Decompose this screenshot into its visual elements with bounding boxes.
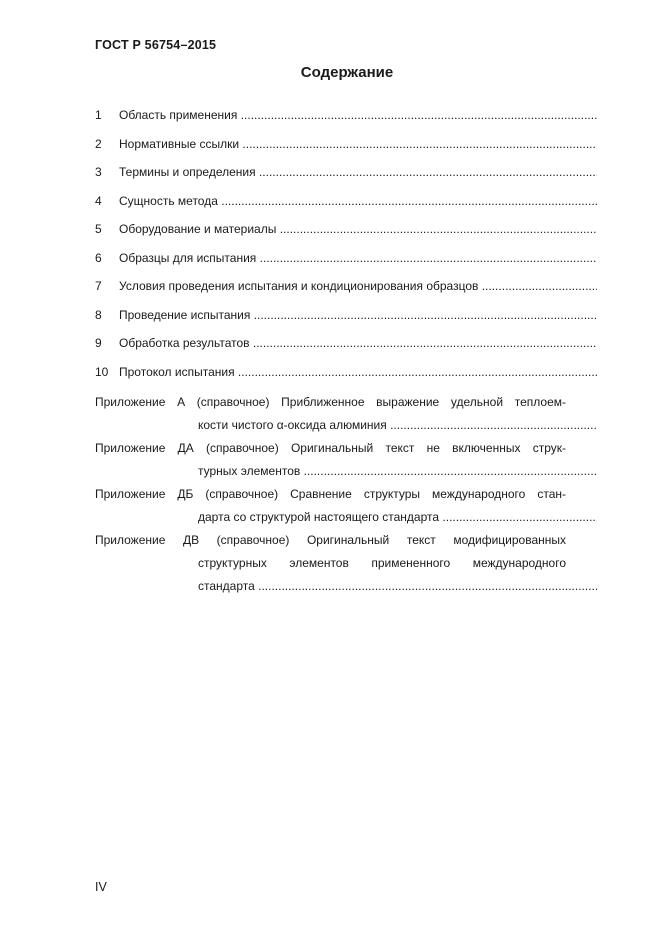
toc-entry[interactable]	[95, 163, 597, 192]
appendix-title-line: Приложение ДА (справочное) Оригинальный текст не включенных струк-	[95, 441, 566, 455]
toc-entry-title: Оборудование и материалы .....	[119, 220, 597, 238]
toc-entry-title: Сущность метода .....	[119, 192, 597, 210]
toc-entry-number: 4	[95, 193, 102, 208]
toc-entry-number: 1	[95, 108, 102, 122]
appendix-title-line: Приложение ДВ (справочное) Оригинальный текст модифицированных	[95, 533, 566, 547]
appendix-title-continuation: структурных элементов примененного международного	[198, 556, 566, 570]
toc-entry-title: Условия проведения испытания и кондиционирования образцов .....	[119, 277, 597, 295]
toc-entry-title: Область применения .....	[119, 106, 597, 124]
appendix-title-line: Приложение А (справочное) Приближенное выражение удельной теплоем-	[95, 395, 566, 409]
appendix-title-continuation: стандарта .....	[198, 575, 597, 598]
toc-appendix-entry[interactable]	[95, 437, 597, 483]
toc-entry-title: Протокол испытания .....	[119, 363, 597, 381]
toc-entry[interactable]	[95, 135, 597, 164]
toc-entry-title: Проведение испытания .....	[119, 306, 597, 324]
toc-appendix-entry[interactable]	[95, 529, 597, 598]
toc-entry-number: 7	[95, 279, 102, 293]
toc-entry-number: 3	[95, 165, 102, 179]
toc-entry[interactable]	[95, 106, 597, 135]
toc-entry-title: Нормативные ссылки .....	[119, 135, 597, 153]
page-title: Содержание	[300, 64, 394, 81]
appendix-title-continuation: турных элементов .....	[198, 460, 597, 483]
toc-entry-number: 8	[95, 307, 102, 322]
toc-entry[interactable]	[95, 249, 597, 278]
toc-entry[interactable]	[95, 334, 597, 363]
toc-appendix-entry[interactable]	[95, 391, 597, 437]
toc-entry-number: 10	[95, 364, 109, 379]
table-of-contents	[95, 106, 597, 598]
toc-entry[interactable]	[95, 192, 597, 221]
toc-entry[interactable]	[95, 306, 597, 335]
document-code: ГОСТ Р 56754–2015	[95, 38, 217, 52]
toc-entry[interactable]	[95, 277, 597, 306]
toc-entry-title: Обработка результатов .....	[119, 334, 597, 352]
toc-entry-title: Образцы для испытания .....	[119, 249, 597, 267]
toc-entry-number: 9	[95, 336, 102, 350]
toc-entry-number: 5	[95, 222, 102, 236]
toc-appendix-entry[interactable]	[95, 483, 597, 529]
toc-entry[interactable]	[95, 220, 597, 249]
appendix-title-line: Приложение ДБ (справочное) Сравнение структуры международного стан-	[95, 487, 566, 501]
toc-entry-title: Термины и определения .....	[119, 163, 597, 181]
page-number: IV	[95, 880, 107, 894]
toc-entry-number: 2	[95, 136, 102, 151]
toc-entry-number: 6	[95, 250, 102, 265]
appendix-title-continuation: дарта со структурой настоящего стандарта .....	[198, 506, 597, 529]
toc-entry[interactable]	[95, 363, 597, 392]
appendix-title-continuation: кости чистого α-оксида алюминия .....	[198, 414, 597, 437]
